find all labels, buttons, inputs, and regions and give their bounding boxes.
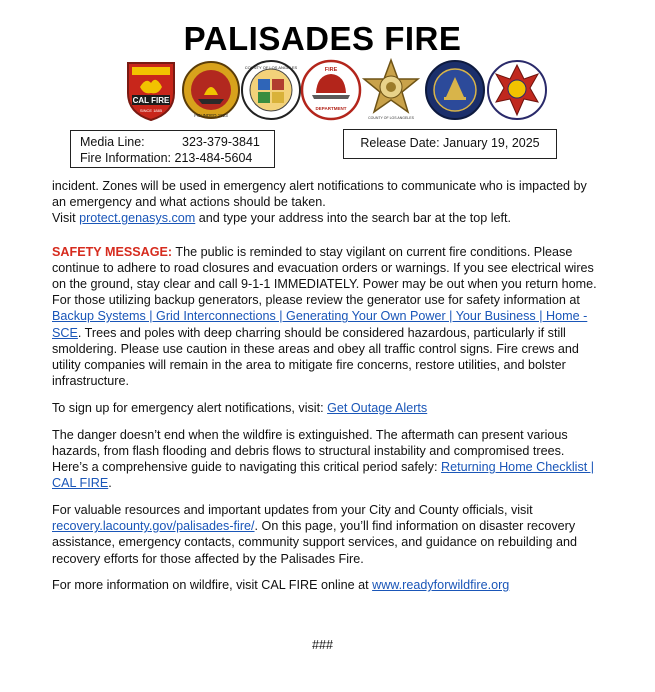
danger-text: The danger doesn’t end when the wildfire is extinguished. The aftermath can present various hazards, from flash flooding and debris flows to structural instability and compromised trees. Here’s a comprehensive guide to navigating this critical period safely: <box>52 427 568 475</box>
readyforwildfire-link[interactable]: www.readyforwildfire.org <box>372 578 510 593</box>
sheriff-logo-text: COUNTY OF LOS ANGELES <box>368 116 414 120</box>
county-of-los-angeles-seal-icon <box>240 57 302 123</box>
cal-fire-logo-subtext: SINCE 1885 <box>139 108 163 113</box>
alert-text: To sign up for emergency alert notifications, visit: <box>52 400 328 415</box>
recovery-paragraph <box>52 502 597 567</box>
fire-info-row <box>80 150 274 166</box>
safety-after-text: . Trees and poles with deep charring should be considered hazardous, particularly if still smoldering. Please use caution in these areas and obey all traffic control signs. Fire crews and utility companies will remain in the area to mitigate fire concerns, restore utilities, and bolster infrastructure. <box>52 325 579 389</box>
agency-logos <box>120 57 550 123</box>
media-line-value: 323-379-3841 <box>182 135 260 149</box>
firefighter-maltese-cross-icon <box>486 57 548 123</box>
danger-paragraph <box>52 427 597 492</box>
fire-info-value: 213-484-5604 <box>174 151 253 165</box>
city-seal-icon <box>424 57 486 123</box>
visit-text: Visit <box>52 211 80 226</box>
la-county-fire-logo-text: FOUNDED 1923 <box>194 113 228 118</box>
cal-fire-logo-text: CAL FIRE <box>132 96 170 105</box>
alert-paragraph <box>52 400 597 416</box>
release-date-box <box>343 129 557 159</box>
recovery-after-text: . On this page, you’ll find information on disaster recovery assistance, emergency contacts, community support services, and guidance on rebuilding and recovery efforts for those affected by the Palisades Fire. <box>52 519 578 566</box>
safety-paragraph <box>52 244 597 390</box>
genasys-link[interactable]: protect.genasys.com <box>79 211 196 226</box>
safety-text: The public is reminded to stay vigilant on current fire conditions. Please continue to adhere to road closures and evacuation orders or warnings. If you see electrical wires on the ground, stay clear and call 9-1-1 IMMEDIATELY. Power may be out when you return home. For those utilizing backup generators, please review the generator use for safety information at <box>52 244 597 308</box>
la-county-fire-badge-icon <box>180 57 242 123</box>
genasys-after-text: and type your address into the search bar at the top left. <box>195 211 512 226</box>
zones-paragraph <box>52 178 597 227</box>
page-title: PALISADES FIRE <box>183 20 462 57</box>
safety-message-label: SAFETY MESSAGE: <box>52 244 173 259</box>
wildfire-paragraph <box>52 577 597 593</box>
fire-info-label: Fire Information: <box>80 151 172 165</box>
zones-text: incident. Zones will be used in emergency alert notifications to communicate who is impacted by an emergency and what actions should be taken. <box>52 179 587 210</box>
county-seal-text: COUNTY OF LOS ANGELES <box>244 65 298 70</box>
fire-dept-logo-text: FIRE <box>324 67 338 73</box>
sce-backup-link[interactable]: Backup Systems | Grid Interconnections | Generating Your Own Power | Your Business | Home - SCE <box>52 309 588 340</box>
outage-alerts-link[interactable]: Get Outage Alerts <box>327 400 428 415</box>
cal-fire-shield-icon <box>120 57 182 123</box>
returning-home-link[interactable]: Returning Home Checklist | CAL FIRE <box>52 460 595 491</box>
release-date-text: Release Date: January 19, 2025 <box>360 136 540 150</box>
danger-after-text: . <box>108 476 112 491</box>
sheriff-star-icon <box>360 57 422 123</box>
recovery-link[interactable]: recovery.lacounty.gov/palisades-fire/ <box>52 519 255 534</box>
fire-dept-logo-subtext: DEPARTMENT <box>315 106 347 111</box>
wildfire-text: For more information on wildfire, visit CAL FIRE online at <box>52 578 373 593</box>
fire-department-helmet-icon <box>300 57 362 123</box>
contact-info-box <box>70 130 275 168</box>
end-of-release-mark: ### <box>311 638 333 652</box>
recovery-text: For valuable resources and important updates from your City and County officials, visit <box>52 502 533 517</box>
media-line-label: Media Line: <box>80 135 145 149</box>
press-release-body <box>52 178 597 604</box>
media-line-row <box>80 134 274 150</box>
